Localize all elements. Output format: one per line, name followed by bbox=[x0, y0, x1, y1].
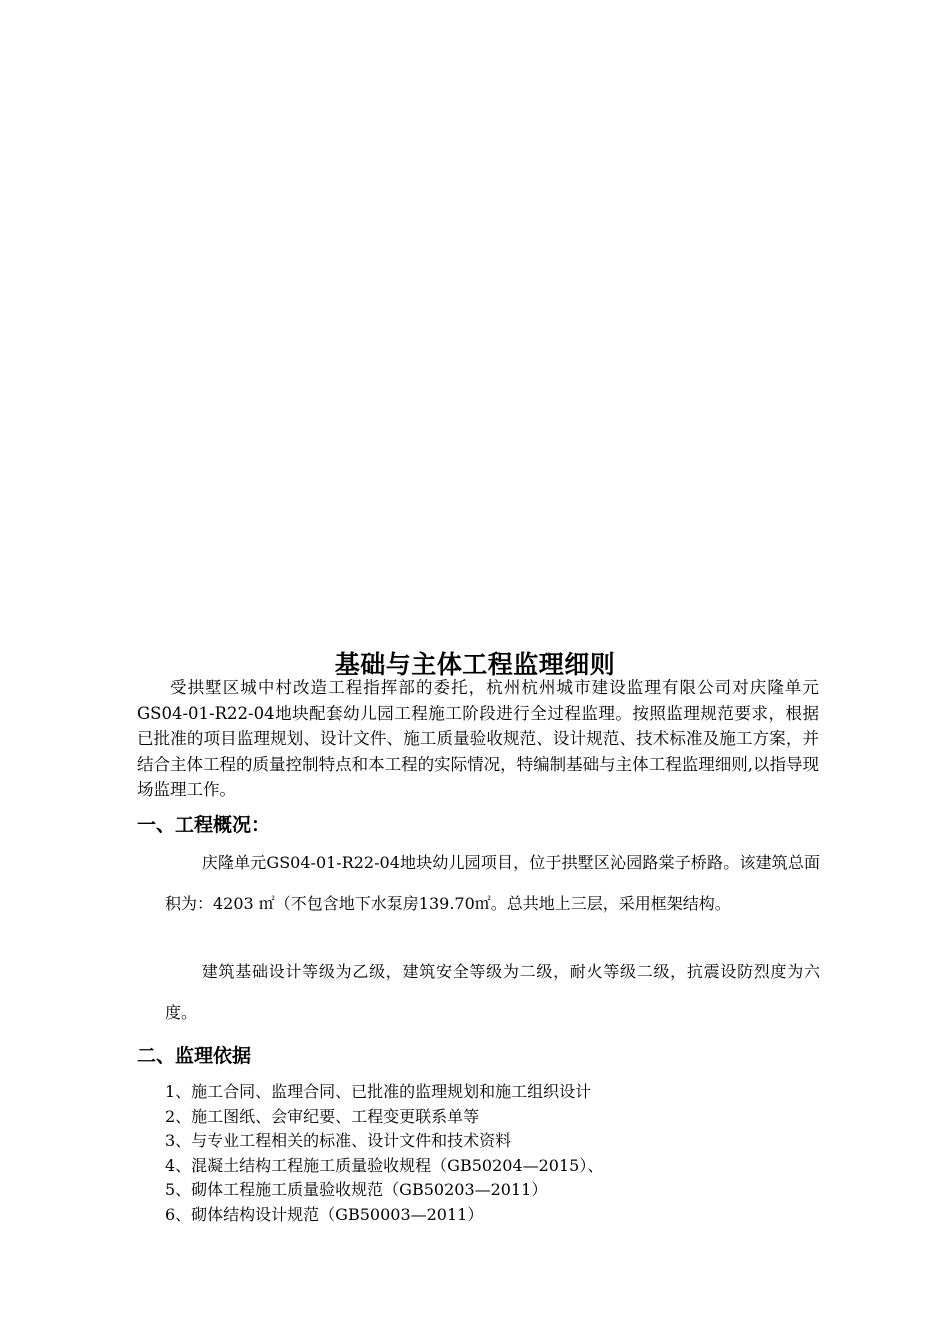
section-heading-overview: 一、工程概况： bbox=[137, 814, 271, 836]
list-item: 6、砌体结构设计规范（GB50003—2011） bbox=[165, 1204, 484, 1224]
list-item: 2、施工图纸、会审纪要、工程变更联系单等 bbox=[165, 1106, 480, 1126]
intro-paragraph: 受拱墅区城中村改造工程指挥部的委托，杭州杭州城市建设监理有限公司对庆隆单元GS04-01-R22-04地块配套幼儿园工程施工阶段进行全过程监理。按照监理规范要求，根据已批准的项目监理规划、设计文件、施工质量验收规范、设计规范、技术标准及施工方案，并结合主体工程的质量控制特点和本工程的实际情况，特编制基础与主体工程监理细则,以指导现场监理工作。 bbox=[137, 678, 819, 799]
list-item: 3、与专业工程相关的标准、设计文件和技术资料 bbox=[165, 1131, 512, 1150]
list-item: 1、施工合同、监理合同、已批准的监理规划和施工组织设计 bbox=[165, 1082, 592, 1101]
list-item: 5、砌体工程施工质量验收规范（GB50203—2011） bbox=[165, 1180, 548, 1199]
section-heading-basis: 二、监理依据 bbox=[137, 1045, 252, 1067]
document-title: 基础与主体工程监理细则 bbox=[334, 649, 616, 679]
overview-paragraph: 庆隆单元GS04-01-R22-04地块幼儿园项目，位于拱墅区沁园路棠子桥路。该建筑总面积为：4203 ㎡（不包含地下水泵房139.70㎡。总共地上三层，采用框架结构。 bbox=[165, 853, 820, 913]
list-item: 4、混凝土结构工程施工质量验收规程（GB50204—2015）、 bbox=[165, 1155, 604, 1175]
overview-paragraph: 建筑基础设计等级为乙级，建筑安全等级为二级，耐火等级二级，抗震设防烈度为六度。 bbox=[165, 962, 820, 1022]
basis-list bbox=[165, 1080, 603, 1227]
